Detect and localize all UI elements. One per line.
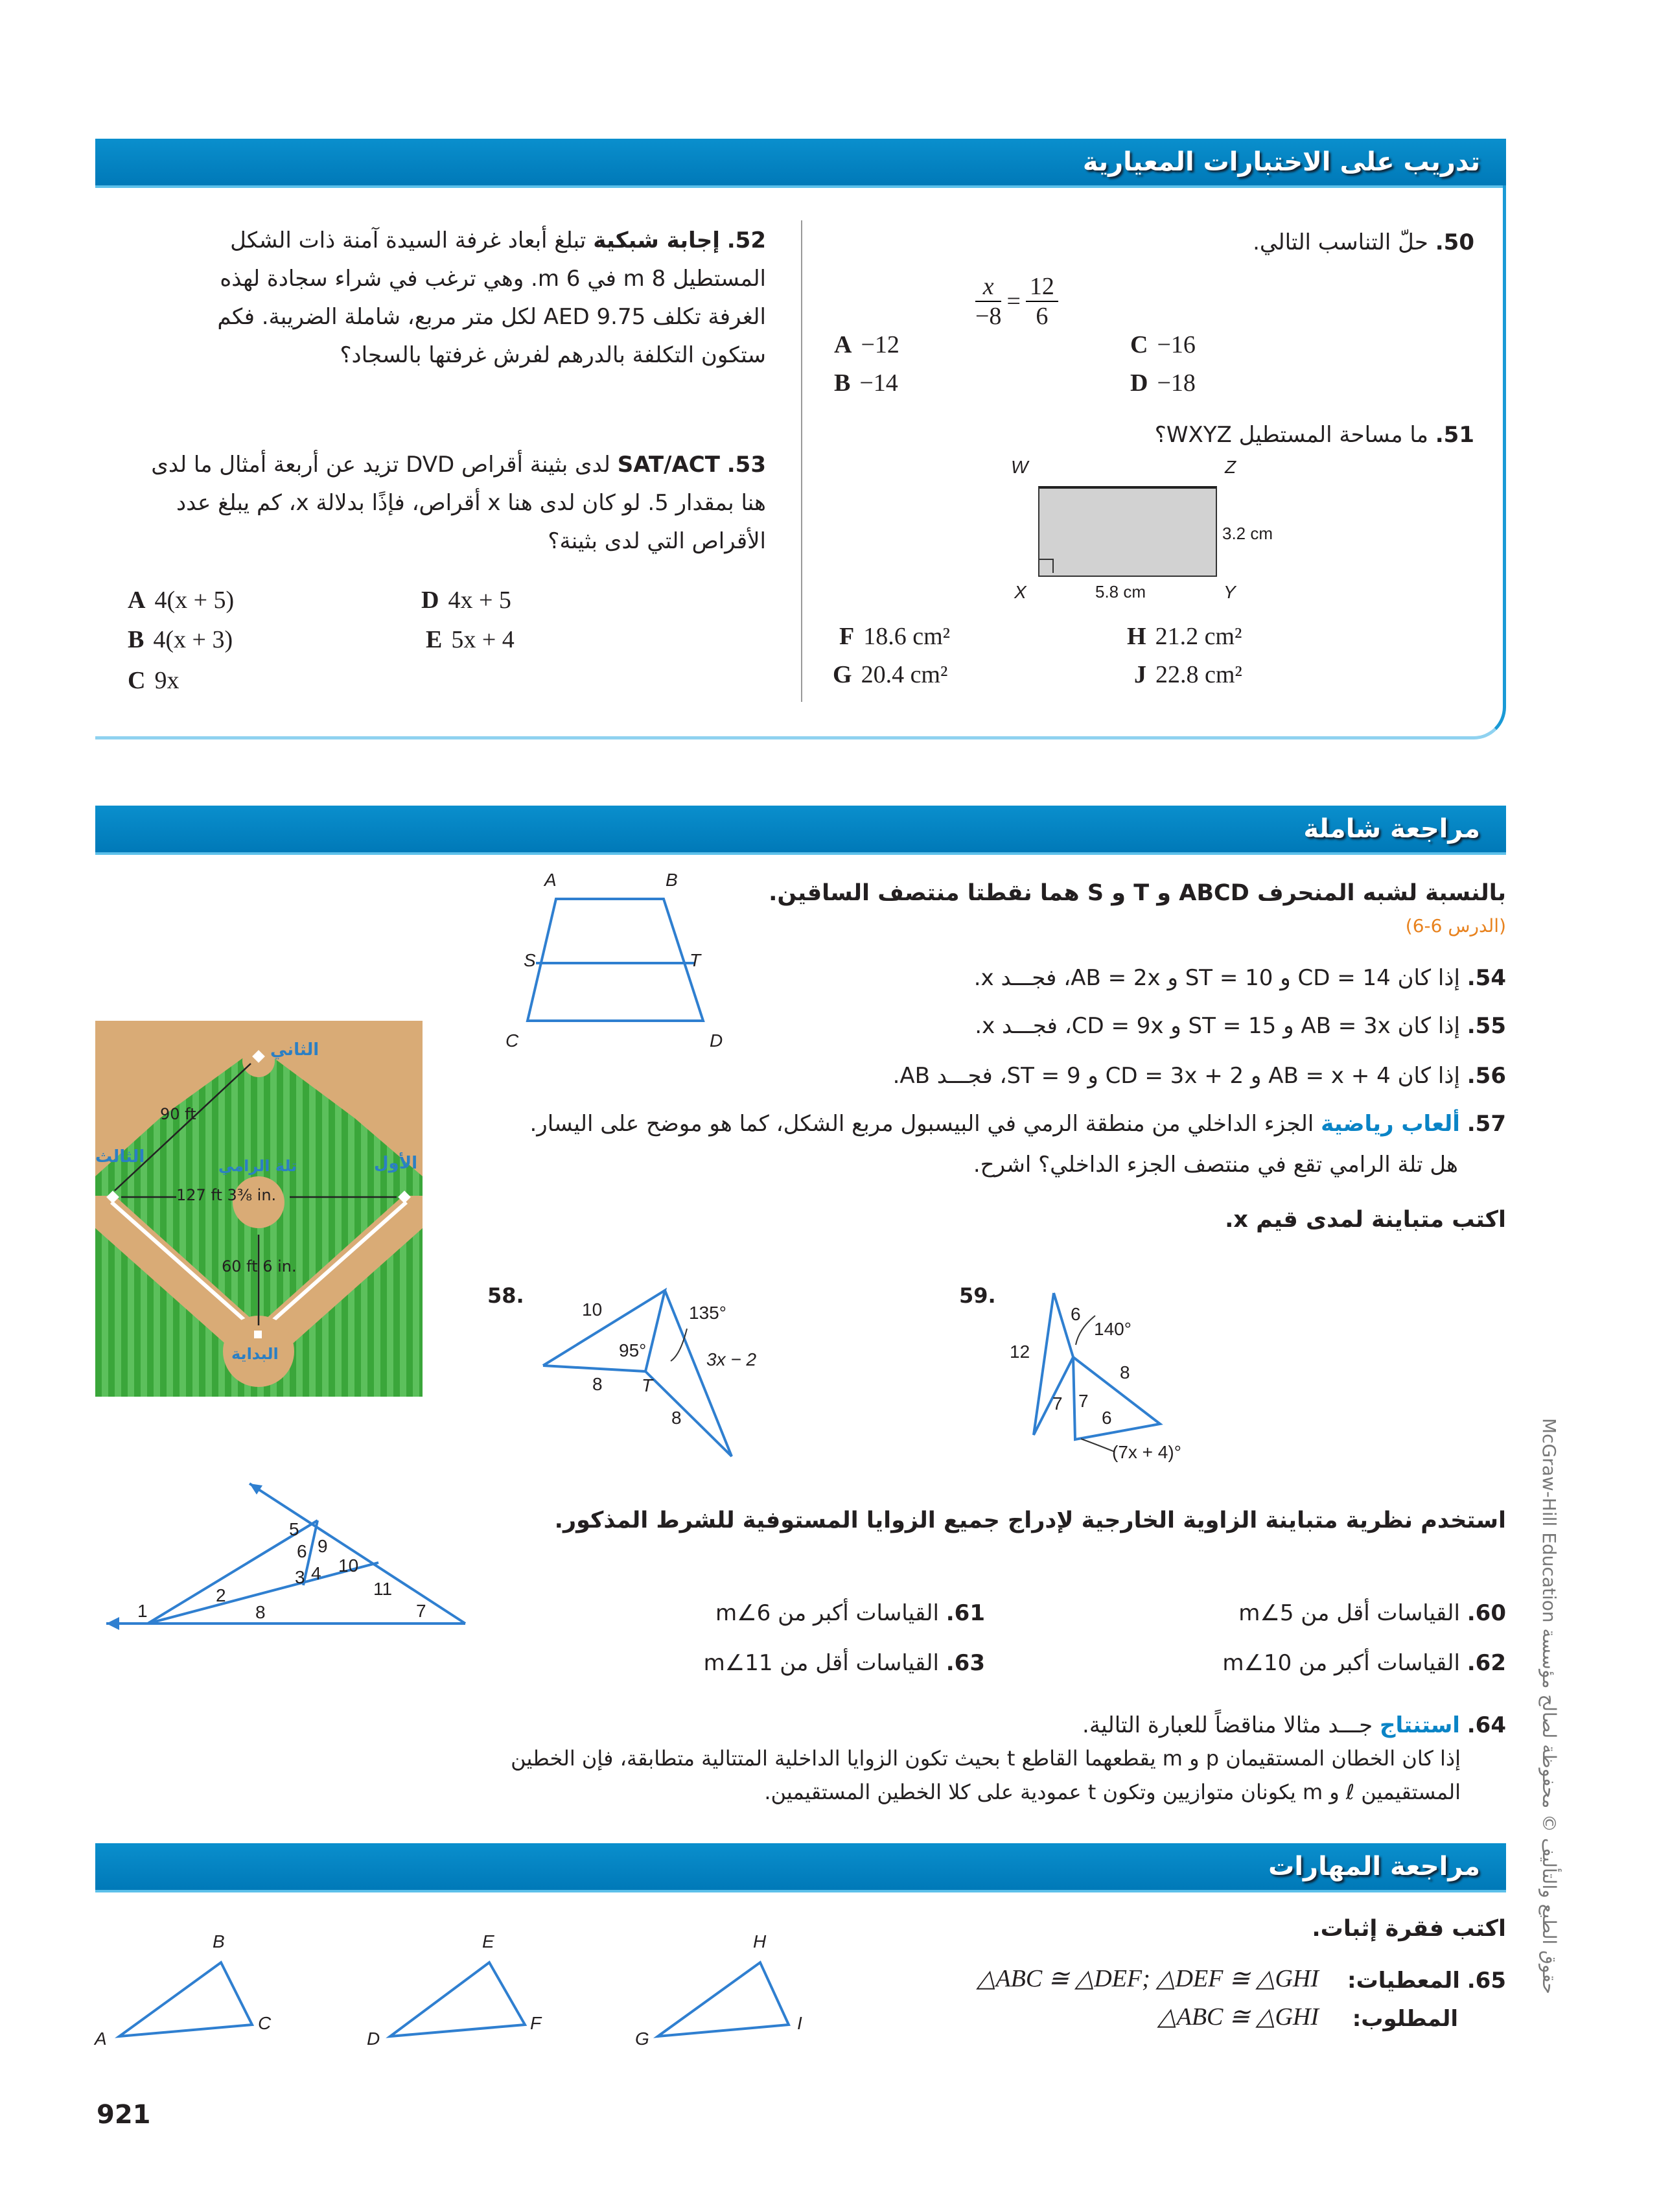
question-51: 51. ما مساحة المستطيل WXYZ؟ [1154,422,1474,448]
choice-g[interactable]: G 20.4 cm² [833,661,948,688]
question-52: 52. إجابة شبكية تبلغ أبعاد غرفة السيدة آمنة ذات الشكل المستطيل 8 m في 6 m. وهي ترغب في شراء سجادة لهذه الغرفة تكلف AED 9.75 لكل متر مربع، شاملة الضريبة. فكم ستكون التكلفة بالدرهم لفرش غرفتها بالسجاد؟ [217,227,766,368]
label-w: W [1011,457,1028,477]
label-90ft: 90 ft [160,1105,196,1123]
fig58-label: 135° [689,1303,726,1323]
angle-label: 6 [297,1541,307,1561]
fig58-label: 3x − 2 [706,1349,757,1369]
choice-c[interactable]: C −16 [1130,331,1196,358]
fig59-label: 7 [1078,1391,1089,1411]
section-title: تدريب على الاختبارات المعيارية [1082,147,1480,177]
proportion-equation: $\frac{x}{-8}$ = $\frac{12}{6}$ [975,272,1058,331]
page-number: 921 [97,2100,151,2130]
triangle-label: I [797,2013,802,2033]
prove-statement: △ABC ≅ △GHI [1157,2003,1319,2031]
inequality-heading: اكتب متباينة لمدى قيم x. [1225,1207,1506,1233]
choice-a[interactable]: A −12 [834,331,899,358]
question-64-line1: إذا كان الخطان المستقيمان p و m يقطعهما القاطع t بحيث تكون الزوايا الداخلية المتتالية متطابقة، فإن الخطين [511,1746,1461,1771]
fig59-label: 8 [1120,1362,1130,1382]
fig59-label: 6 [1071,1304,1081,1324]
given-statement: △ABC ≅ △DEF; △DEF ≅ △GHI [977,1965,1319,1992]
section-title: مراجعة المهارات [1268,1852,1480,1881]
fig58-label: 8 [592,1374,603,1394]
choice-c[interactable]: C 9x [128,667,180,694]
angle-label: 5 [289,1519,299,1539]
question-57-line2: هل تلة الرامي تقع في منتصف الجزء الداخلي؟ اشرح. [973,1152,1458,1178]
fig58-label: T [642,1375,653,1395]
angle-label: 3 [295,1567,305,1587]
fig59-label: 6 [1102,1408,1112,1428]
label-pitchers-mound: تلة الرامي [218,1157,297,1175]
question-65-given: 65. المعطيات: [1347,1968,1506,1994]
choice-e[interactable]: E 5x + 4 [426,626,515,653]
fig59-label: 12 [1010,1342,1030,1362]
question-60: 60. القياسات أقل من m∠5 [1238,1600,1506,1626]
angle-label: 11 [373,1579,393,1599]
question-53: 53. SAT/ACT لدى بثينة أقراص DVD تزيد عن أربعة أمثال ما لدى هنا بمقدار 5. لو كان لدى هنا x أقراص، فإذًا بدلالة x، كم يبلغ عدد الأقراص التي لدى بثينة؟ [151,452,766,554]
question-62: 62. القياسات أكبر من m∠10 [1222,1650,1506,1676]
trapezoid-heading: بالنسبة لشبه المنحرف ABCD و T و S هما نقطتا منتصف الساقين. [769,880,1506,906]
fig59-label: 7 [1052,1393,1063,1414]
choice-d[interactable]: D −18 [1130,369,1196,397]
label-z: Z [1225,457,1236,477]
choice-j[interactable]: J 22.8 cm² [1134,661,1242,688]
question-57: 57. ألعاب رياضية الجزء الداخلي من منطقة الرمي في البيسبول مربع الشكل، كما هو موضح على اليسار. [529,1111,1506,1137]
lesson-reference[interactable]: (الدرس 6-6) [1405,915,1506,937]
exterior-angle-heading: استخدم نظرية متباينة الزاوية الخارجية لإدراج جميع الزوايا المستوفية للشرط المذكور. [554,1508,1506,1533]
choice-d[interactable]: D 4x + 5 [421,587,511,614]
fig59-label: 140° [1094,1319,1131,1339]
label-first-base: الأول [374,1154,417,1173]
triangle-label: F [530,2013,542,2033]
trap-label-a: A [544,870,557,890]
trap-label-c: C [505,1030,519,1051]
label-x: X [1014,582,1027,602]
prove-label: المطلوب: [1352,2006,1458,2032]
choice-a[interactable]: A 4(x + 5) [128,587,235,614]
triangle-label: G [635,2029,649,2049]
question-54: 54. إذا كان CD = 14 و ST = 10 و AB = 2x، فجـــد x. [973,965,1506,991]
label-height: 3.2 cm [1222,524,1273,543]
trap-label-b: B [666,870,678,890]
question-58-number: 58. [487,1283,524,1308]
trap-label-s: S [524,950,536,970]
angle-label: 8 [255,1602,266,1622]
fig58-label: 8 [671,1408,682,1428]
triangle-label: B [213,1931,225,1951]
label-width: 5.8 cm [1095,582,1146,601]
question-50: 50. حلّ التناسب التالي. [1253,229,1474,255]
question-55: 55. إذا كان AB = 3x و ST = 15 و CD = 9x، فجـــد x. [975,1013,1506,1039]
section-title: مراجعة شاملة [1303,814,1480,844]
question-63: 63. القياسات أقل من m∠11 [703,1650,985,1676]
proof-heading: اكتب فقرة إثبات. [1312,1916,1506,1942]
choice-f[interactable]: F 18.6 cm² [839,623,951,650]
trap-label-d: D [710,1030,723,1051]
fig58-label: 10 [582,1299,603,1320]
angle-label: 9 [318,1536,328,1556]
label-y: Y [1224,582,1236,602]
question-59-number: 59. [959,1283,996,1308]
triangle-label: D [367,2029,380,2049]
question-61: 61. القياسات أكبر من m∠6 [715,1600,985,1626]
fig59-label: (7x + 4)° [1112,1442,1181,1462]
copyright-notice: حقوق الطبع والتأليف © محفوظة لصالح مؤسسة McGraw-Hill Education [1538,1418,1560,1994]
question-64: 64. استنتاج جـــد مثالا مناقضاً للعبارة التالية. [1082,1712,1506,1738]
label-third-base: الثالث [95,1147,145,1167]
triangle-label: A [95,2029,107,2049]
trap-label-t: T [690,950,701,970]
label-diagonal: 127 ft 3⅜ in. [176,1186,277,1204]
triangle-label: C [258,2013,272,2033]
angle-label: 1 [137,1601,148,1621]
choice-b[interactable]: B 4(x + 3) [128,626,233,653]
label-second-base: الثاني [270,1040,319,1060]
label-mound-distance: 60 ft 6 in. [222,1257,297,1275]
question-56: 56. إذا كان AB = x + 4 و CD = 3x + 2 و ST = 9، فجـــد AB. [892,1063,1506,1089]
angle-label: 2 [216,1585,226,1605]
angle-label: 7 [416,1601,426,1621]
question-64-line2: المستقيمين ℓ و m يكونان متوازيين وتكون t عمودية على كلا الخطين المستقيمين. [764,1780,1461,1804]
angle-label: 4 [311,1563,321,1583]
triangle-label: H [753,1931,767,1951]
fig58-label: 95° [619,1340,647,1360]
choice-b[interactable]: B −14 [834,369,898,397]
label-home-plate: البداية [231,1345,279,1363]
angle-label: 10 [338,1555,359,1576]
choice-h[interactable]: H 21.2 cm² [1127,623,1242,650]
triangle-label: E [482,1931,494,1951]
